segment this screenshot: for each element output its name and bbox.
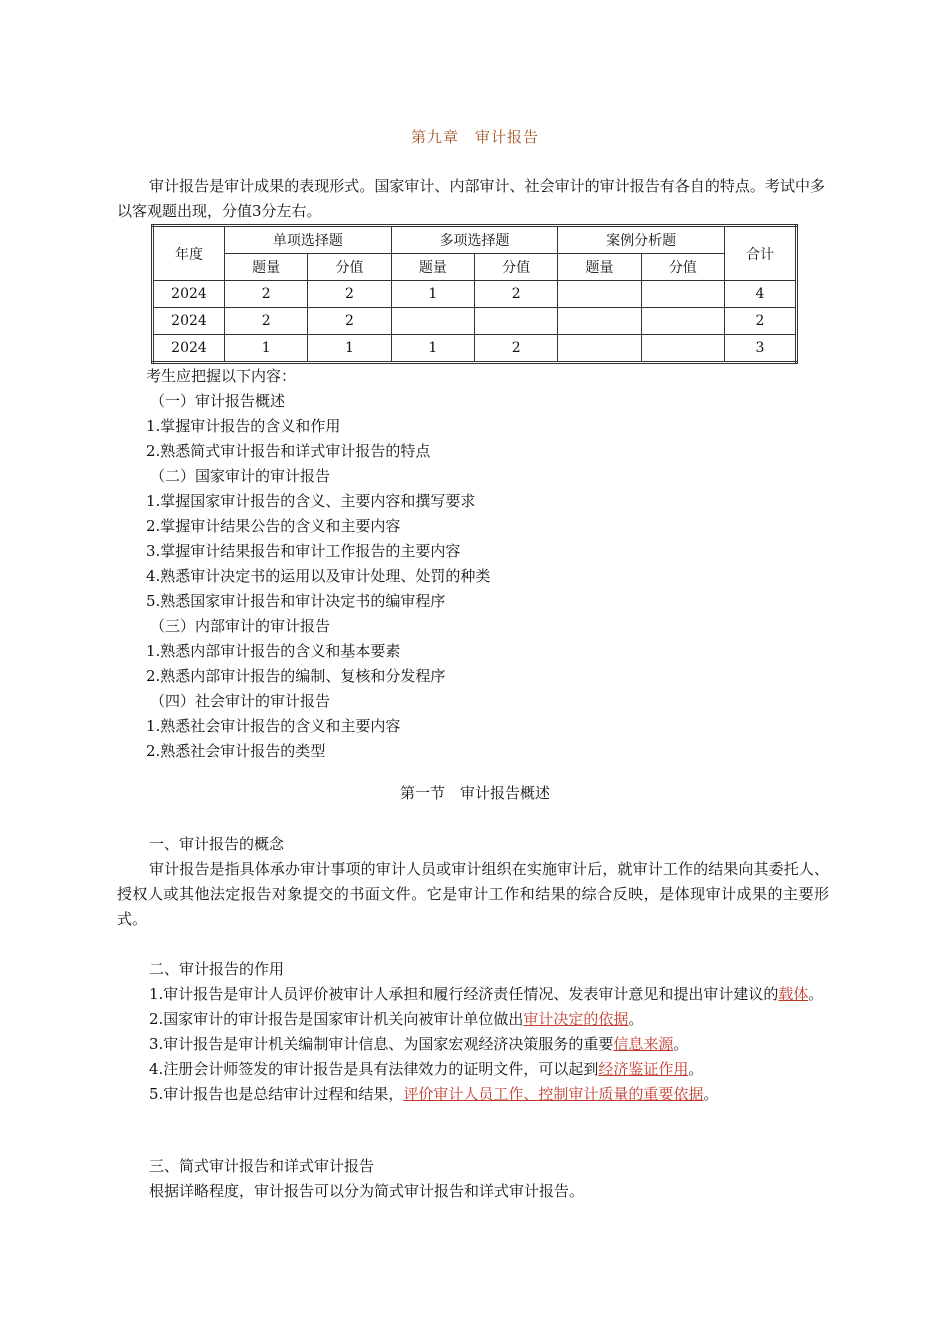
group-header: 案例分析题 [558,226,725,254]
table-cell: 2 [308,281,391,308]
outline-item: 1.熟悉社会审计报告的含义和主要内容 [146,717,401,735]
concept-section [117,832,829,932]
table-cell: 2 [225,308,308,335]
role-heading: 二、审计报告的作用 [149,960,285,978]
role-highlight[interactable]: 审计决定的依据 [523,1010,629,1028]
role-text: 2.国家审计的审计报告是国家审计机关向被审计单位做出 [149,1010,524,1028]
exam-outline [146,364,490,764]
table-row [153,335,797,363]
table-cell: 2 [225,281,308,308]
table-cell [641,308,724,335]
types-text: 根据详略程度，审计报告可以分为简式审计报告和详式审计报告。 [149,1182,585,1200]
table-cell [558,335,641,363]
role-text: 1.审计报告是审计人员评价被审计人承担和履行经济责任情况、发表审计意见和提出审计建议的 [149,985,779,1003]
role-item [117,1032,829,1057]
table-cell: 4 [725,281,797,308]
role-text: 4.注册会计师签发的审计报告是具有法律效力的证明文件，可以起到 [149,1060,599,1078]
table-cell: 1 [225,335,308,363]
concept-text: 审计报告是指具体承办审计事项的审计人员或审计组织在实施审计后，就审计工作的结果向其委托人、授权人或其他法定报告对象提交的书面文件。它是审计工作和结果的综合反映，是体现审计成果的主要形式。 [117,860,829,928]
table-cell [641,335,724,363]
table-cell [641,281,724,308]
outline-item: 2.熟悉社会审计报告的类型 [146,742,326,760]
table-cell: 1 [391,335,474,363]
role-text: 。 [808,985,824,1003]
table-row [153,308,797,335]
sub-header: 分值 [308,254,391,281]
group-header: 多项选择题 [391,226,558,254]
outline-item: （一）审计报告概述 [150,392,286,410]
sub-header: 题量 [558,254,641,281]
intro-paragraph: 审计报告是审计成果的表现形式。国家审计、内部审计、社会审计的审计报告有各自的特点。考试中多以客观题出现，分值3分左右。 [117,177,825,220]
outline-item: 2.掌握审计结果公告的含义和主要内容 [146,517,401,535]
table-row [153,281,797,308]
role-item [117,1007,829,1032]
group-header: 单项选择题 [225,226,392,254]
chapter-title: 第九章 审计报告 [410,128,539,146]
outline-item: 3.掌握审计结果报告和审计工作报告的主要内容 [146,542,461,560]
table-cell [474,308,557,335]
role-text: 。 [673,1035,689,1053]
role-text: 5.审计报告也是总结审计过程和结果， [149,1085,404,1103]
table-cell [558,308,641,335]
role-text: 。 [703,1085,719,1103]
outline-lead: 考生应把握以下内容： [146,367,297,385]
table-cell: 2 [474,281,557,308]
concept-heading: 一、审计报告的概念 [149,835,285,853]
outline-item: 4.熟悉审计决定书的运用以及审计处理、处罚的种类 [146,567,491,585]
outline-item: 1.熟悉内部审计报告的含义和基本要素 [146,642,401,660]
outline-item: （四）社会审计的审计报告 [150,692,331,710]
outline-item: 5.熟悉国家审计报告和审计决定书的编审程序 [146,592,446,610]
table-cell: 2 [725,308,797,335]
table-cell: 1 [308,335,391,363]
section-title: 第一节 审计报告概述 [399,784,550,802]
role-text: 。 [688,1060,704,1078]
table-cell: 2024 [153,281,225,308]
outline-item: 1.掌握国家审计报告的含义、主要内容和撰写要求 [146,492,476,510]
outline-item: 2.熟悉内部审计报告的编制、复核和分发程序 [146,667,446,685]
table-cell: 2 [474,335,557,363]
role-item [117,982,829,1007]
role-highlight[interactable]: 信息来源 [613,1035,674,1053]
sub-header: 分值 [641,254,724,281]
table-cell: 1 [391,281,474,308]
outline-item: （三）内部审计的审计报告 [150,617,331,635]
role-item [117,1057,829,1082]
sub-header: 分值 [474,254,557,281]
role-highlight[interactable]: 评价审计人员工作、控制审计质量的重要依据 [403,1085,704,1103]
year-header: 年度 [153,226,225,281]
role-highlight[interactable]: 载体 [778,985,809,1003]
types-heading: 三、简式审计报告和详式审计报告 [149,1157,375,1175]
role-text: 3.审计报告是审计机关编制审计信息、为国家宏观经济决策服务的重要 [149,1035,614,1053]
table-cell: 3 [725,335,797,363]
role-section [117,957,829,1107]
role-text: 。 [628,1010,644,1028]
outline-item: （二）国家审计的审计报告 [150,467,331,485]
role-highlight[interactable]: 经济鉴证作用 [598,1060,689,1078]
sub-header: 题量 [391,254,474,281]
table-cell: 2 [308,308,391,335]
score-table [151,224,798,364]
outline-item: 2.熟悉简式审计报告和详式审计报告的特点 [146,442,431,460]
total-header: 合计 [725,226,797,281]
types-section [117,1154,829,1204]
table-cell: 2024 [153,308,225,335]
table-cell: 2024 [153,335,225,363]
table-cell [558,281,641,308]
role-item [117,1082,829,1107]
sub-header: 题量 [225,254,308,281]
table-cell [391,308,474,335]
outline-item: 1.掌握审计报告的含义和作用 [146,417,341,435]
